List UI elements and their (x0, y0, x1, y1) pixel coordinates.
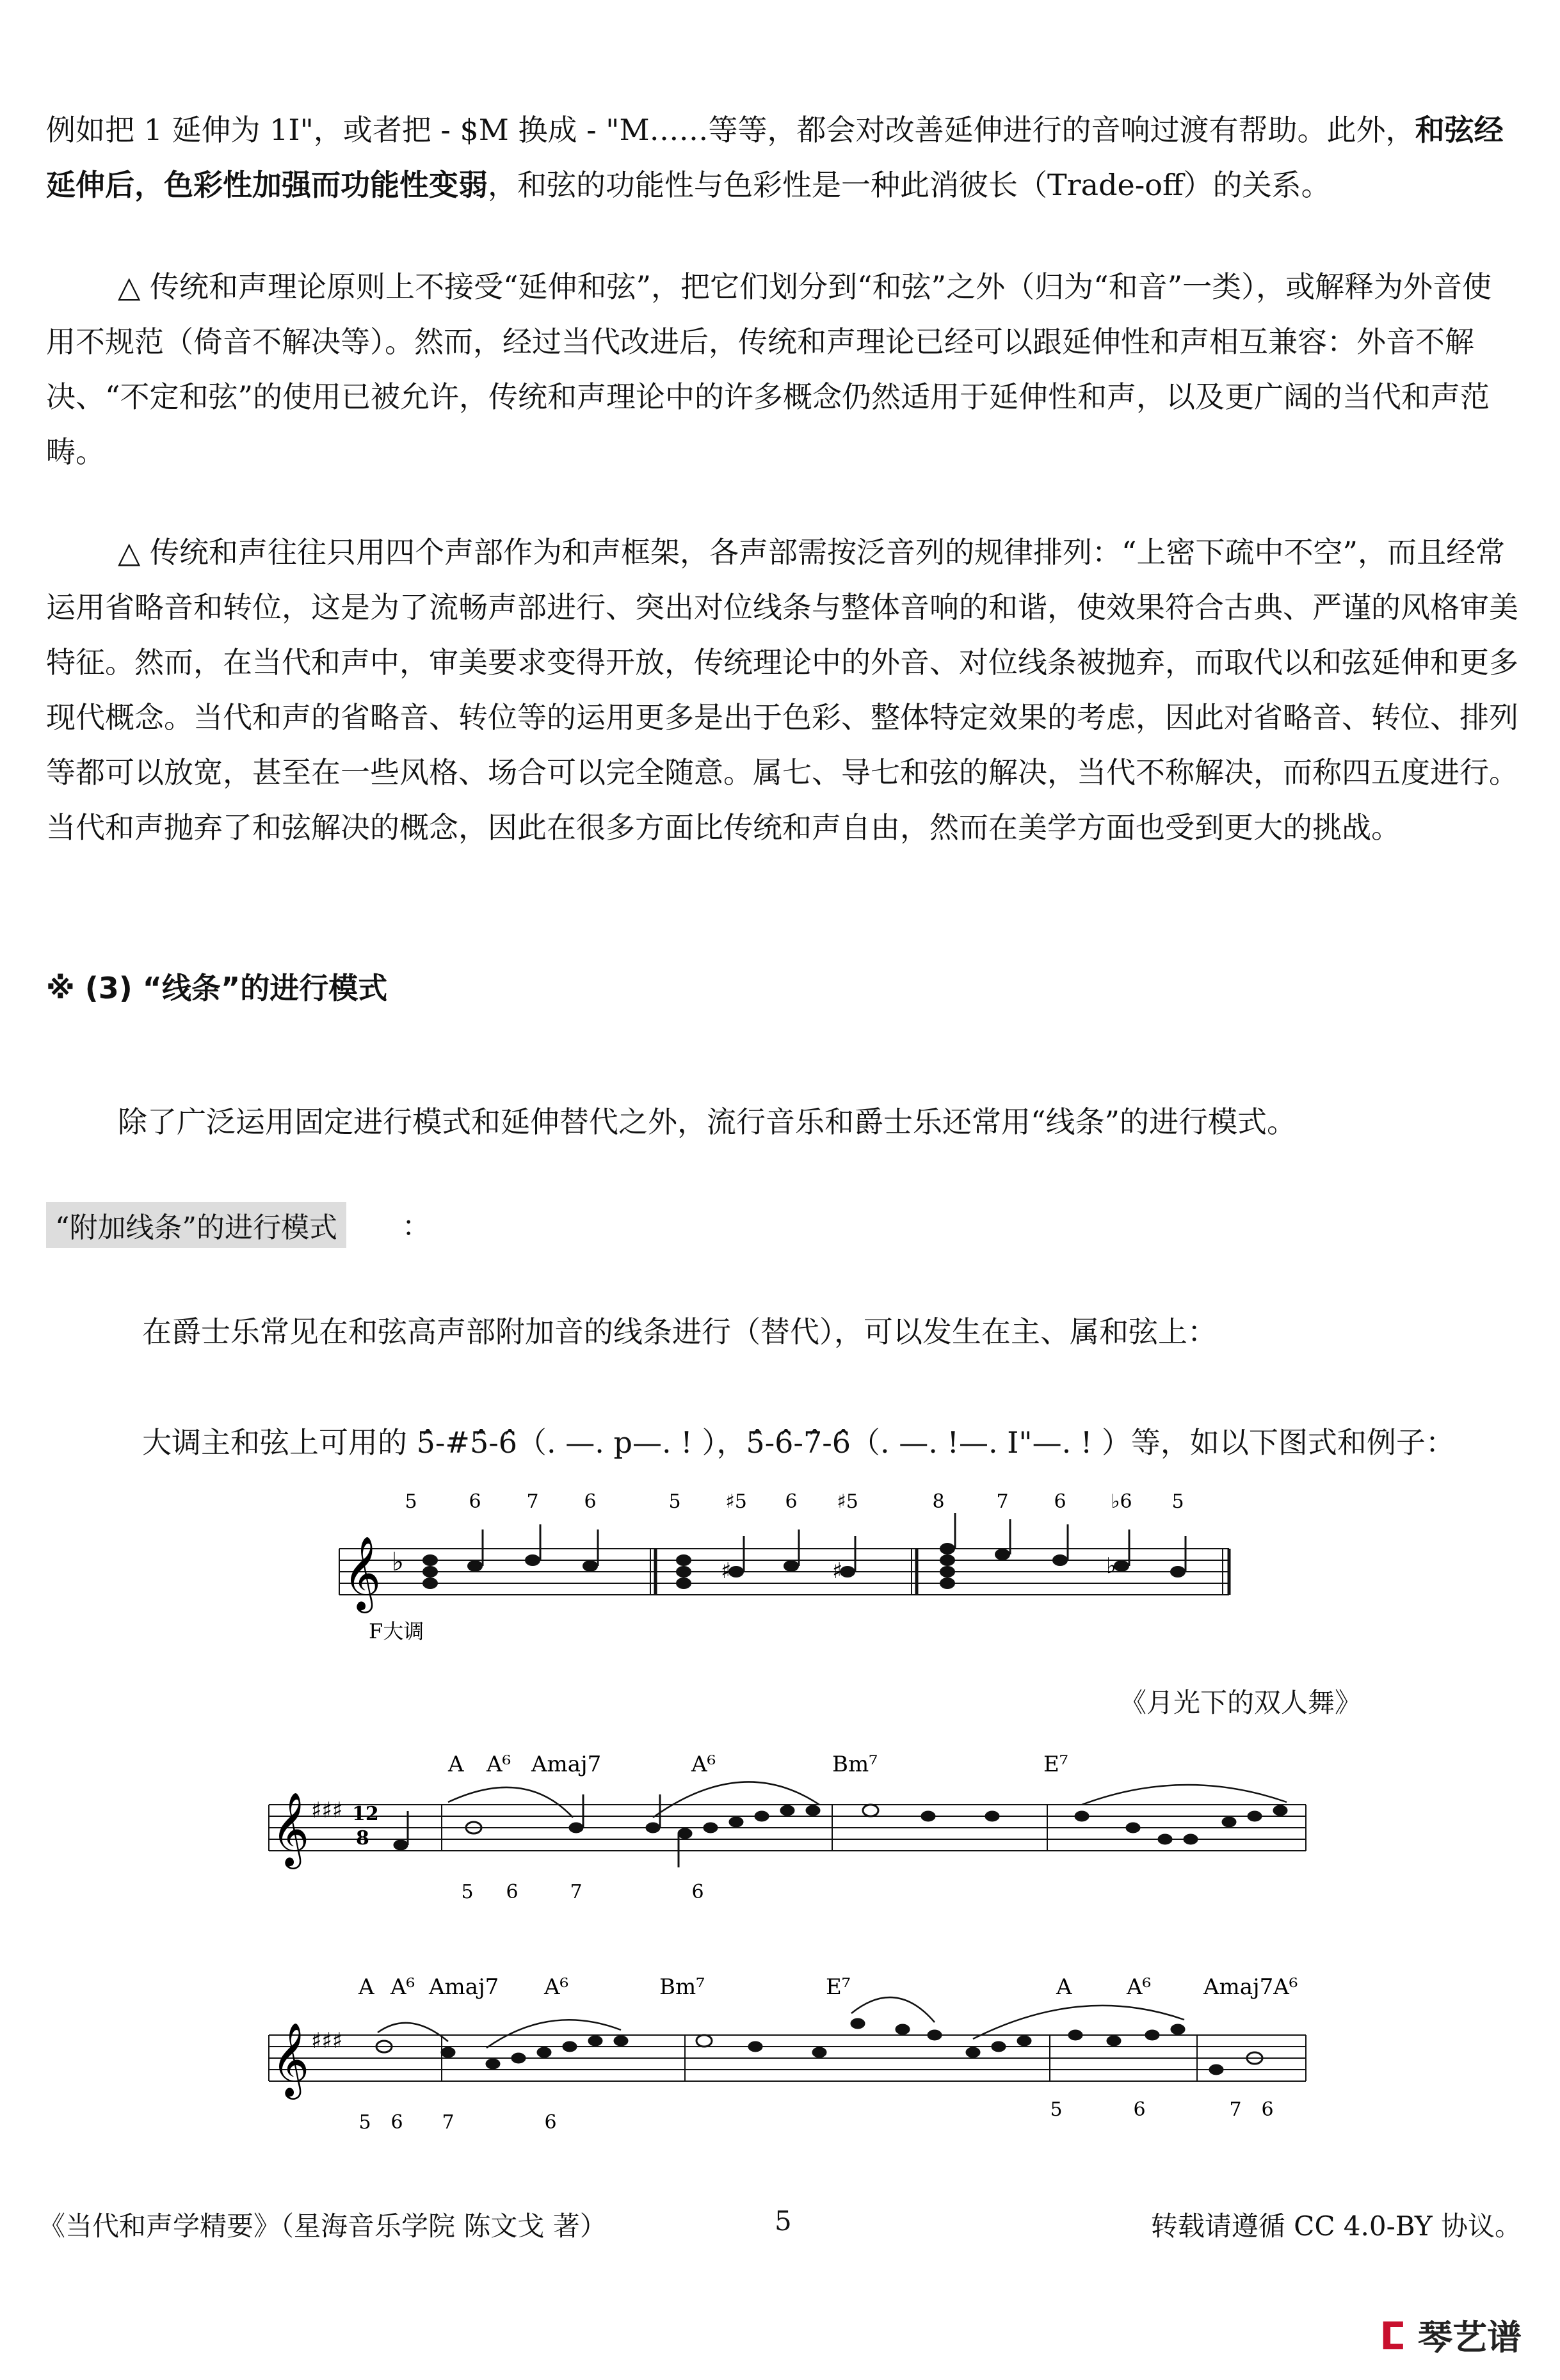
chord-symbol: A⁶ (486, 1752, 511, 1777)
degree-number: 5 (358, 2111, 371, 2134)
footer-book-title: 《当代和声学精要》（星海音乐学院 陈文戈 著） (38, 2210, 607, 2242)
degree-number: 5 (668, 1490, 681, 1513)
degree-number: ♯5 (837, 1490, 858, 1513)
logo-text: 琴艺谱 (1418, 2317, 1522, 2358)
score-example-3 (256, 1958, 1319, 2137)
song-caption: 《月光下的双人舞》 (1119, 1687, 1362, 1718)
chord-symbol: A⁶ (390, 1974, 415, 2000)
time-signature-top: 12 (352, 1803, 379, 1825)
chord-symbol: Bm⁷ (659, 1974, 705, 2000)
degree-number: 6 (469, 1490, 481, 1513)
chord-symbol: Amaj7 (531, 1752, 602, 1777)
section-heading: ※ (3) “线条”的进行模式 (46, 971, 388, 1005)
chord-symbol: E⁷ (826, 1974, 851, 2000)
paragraph-jazz-upper-voice: 在爵士乐常见在和弦高声部附加音的线条进行（替代），可以发生在主、属和弦上： (142, 1314, 1217, 1349)
text-span: ，和弦的功能性与色彩性是一种此消彼长（Trade-off）的关系。 (488, 168, 1331, 202)
degree-number: 6 (584, 1490, 597, 1513)
degree-number: 5 (461, 1881, 474, 1903)
degree-number: 7 (996, 1490, 1009, 1513)
chord-symbol: Amaj7A⁶ (1203, 1974, 1298, 2000)
bold-text: 和弦经延伸后，色彩性加强而功能性变弱 (46, 113, 1504, 202)
degree-number: 6 (1261, 2098, 1274, 2121)
treble-clef-icon: 𝄞 (271, 2022, 310, 2096)
sharp-icon: ♯ (721, 1558, 732, 1584)
degree-number: 7 (1229, 2098, 1242, 2121)
chord-symbol: A⁶ (1127, 1974, 1152, 2000)
paragraph-traditional-theory: △ 传统和声理论原则上不接受“延伸和弦”，把它们划分到“和弦”之外（归为“和音”一类），或解释为外音使用不规范（倚音不解决等）。然而，经过当代改进后，传统和声理论已经可以跟延伸性和声相互兼容：外音不解决、“不定和弦”的使用已被允许，传统和声理论中的许多概念仍然适用于延伸性和声，以及更广阔的当代和声范畴。 (46, 269, 1492, 469)
footer-license: 转载请遵循 CC 4.0-BY 协议。 (1150, 2210, 1522, 2242)
chord-symbol: A (1056, 1974, 1072, 2000)
degree-number: 6 (390, 2111, 403, 2134)
degree-number: 5 (1050, 2098, 1063, 2121)
chord-symbol: A⁶ (544, 1974, 569, 2000)
degree-number: 6 (1133, 2098, 1146, 2121)
site-logo (1379, 2310, 1522, 2360)
flat-icon: ♭ (392, 1547, 404, 1577)
chord-symbol: E⁷ (1043, 1752, 1068, 1777)
key-signature-sharps: ♯♯♯ (311, 2028, 343, 2054)
chord-symbol: A⁶ (691, 1752, 716, 1777)
degree-number: 6 (506, 1881, 519, 1903)
time-signature-bottom: 8 (356, 1827, 369, 1849)
degree-number: ♯5 (725, 1490, 747, 1513)
degree-number: 7 (570, 1881, 583, 1903)
degree-number: 7 (442, 2111, 454, 2134)
sharp-icon: ♯ (832, 1558, 843, 1584)
subsection-tag: “附加线条”的进行模式 (46, 1202, 346, 1248)
degree-number: 6 (785, 1490, 798, 1513)
treble-clef-icon: 𝄞 (343, 1535, 382, 1610)
text-span: 例如把 1 延伸为 1I"，或者把 - $M 换成 - "M……等等，都会对改善延伸进行的音响过渡有帮助。此外， (46, 113, 1415, 147)
degree-number: 7 (526, 1490, 539, 1513)
flat-icon: ♭ (1106, 1553, 1117, 1579)
paragraph-four-voices: △ 传统和声往往只用四个声部作为和声框架，各声部需按泛音列的规律排列：“上密下疏中不空”，而且经常运用省略音和转位，这是为了流畅声部进行、突出对位线条与整体音响的和谐，使效果符合古典、严谨的风格审美特征。然而，在当代和声中，审美要求变得开放，传统理论中的外音、对位线条被抛弃，而取代以和弦延伸和更多现代概念。当代和声的省略音、转位等的运用更多是出于色彩、整体特定效果的考虑，因此对省略音、转位、排列等都可以放宽，甚至在一些风格、场合可以完全随意。属七、导七和弦的解决，当代不称解决，而称四五度进行。当代和声抛弃了和弦解决的概念，因此在很多方面比传统和声自由，然而在美学方面也受到更大的挑战。 (46, 535, 1518, 845)
paragraph-major-tonic-lines: 大调主和弦上可用的 5̂-#5̂-6̂（. —. p—. ! ），5̂-6̂-7̂-6̂（. —. !—. I"—. ! ）等，如以下图式和例子： (142, 1425, 1455, 1460)
score-example-2 (256, 1741, 1319, 1907)
chord-symbol: A (358, 1974, 374, 2000)
treble-clef-icon: 𝄞 (271, 1791, 310, 1866)
chord-symbol: Bm⁷ (832, 1752, 878, 1777)
degree-number: 5 (405, 1490, 417, 1513)
tag-colon: ： (402, 1210, 430, 1243)
page-number: 5 (775, 2205, 792, 2237)
chord-symbol: A (448, 1752, 464, 1777)
chord-symbol: Amaj7 (429, 1974, 499, 2000)
paragraph-line-mode: 除了广泛运用固定进行模式和延伸替代之外，流行音乐和爵士乐还常用“线条”的进行模式。 (118, 1105, 1297, 1139)
score-example-1 (320, 1485, 1255, 1651)
paragraph-extension (46, 102, 1518, 212)
degree-number: 6 (1054, 1490, 1066, 1513)
degree-number: 6 (691, 1881, 704, 1903)
key-label: F大调 (369, 1619, 424, 1643)
degree-number: ♭6 (1111, 1490, 1132, 1513)
degree-number: 8 (932, 1490, 945, 1513)
degree-number: 5 (1171, 1490, 1184, 1513)
key-signature-sharps: ♯♯♯ (311, 1798, 343, 1823)
degree-number: 6 (544, 2111, 557, 2134)
logo-mark-icon: ⵎ (1379, 2314, 1406, 2359)
